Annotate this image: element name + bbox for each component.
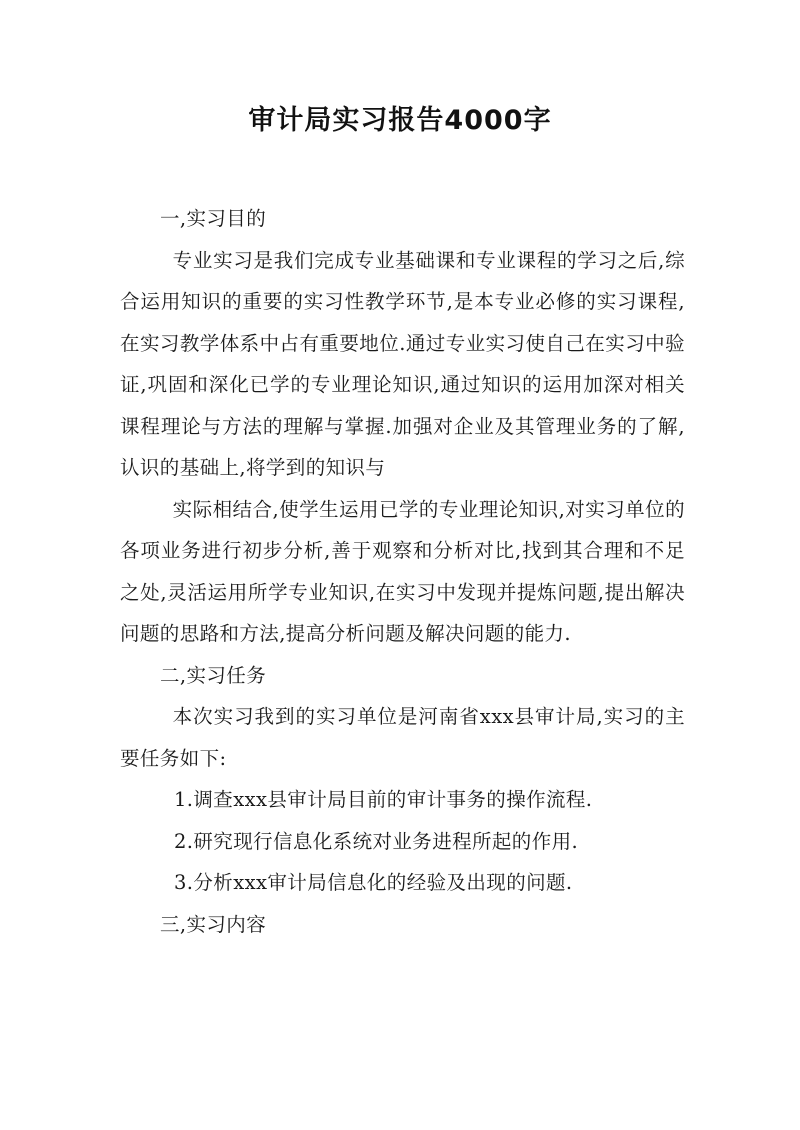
- section-heading-1: 一,实习目的: [160, 207, 267, 230]
- list-item-2: 2.研究现行信息化系统对业务进程所起的作用.: [174, 829, 579, 853]
- list-item-1: 1.调查xxx县审计局目前的审计事务的操作流程.: [174, 788, 593, 811]
- section-heading-2: 二,实习任务: [160, 663, 267, 687]
- document-body: [120, 198, 685, 945]
- paragraph-3: 本次实习我到的实习单位是河南省xxx县审计局,实习的主要任务如下:: [120, 705, 685, 770]
- paragraph-2: 实际相结合,使学生运用已学的专业理论知识,对实习单位的各项业务进行初步分析,善于观察和分析对比,找到其合理和不足之处,灵活运用所学专业知识,在实习中发现并提炼问题,提出解决问题的思路和方法,提高分析问题及解决问题的能力.: [120, 497, 685, 645]
- list-item-3: 3.分析xxx审计局信息化的经验及出现的问题.: [174, 871, 573, 894]
- document-title: 审计局实习报告4000字: [248, 105, 552, 136]
- section-heading-3: 三,实习内容: [160, 912, 267, 936]
- paragraph-1: 专业实习是我们完成专业基础课和专业课程的学习之后,综合运用知识的重要的实习性教学环节,是本专业必修的实习课程,在实习教学体系中占有重要地位.通过专业实习使自己在实习中验证,巩固和深化已学的专业理论知识,通过知识的运用加深对相关课程理论与方法的理解与掌握.加强对企业及其管理业务的了解,认识的基础上,将学到的知识与: [120, 248, 685, 479]
